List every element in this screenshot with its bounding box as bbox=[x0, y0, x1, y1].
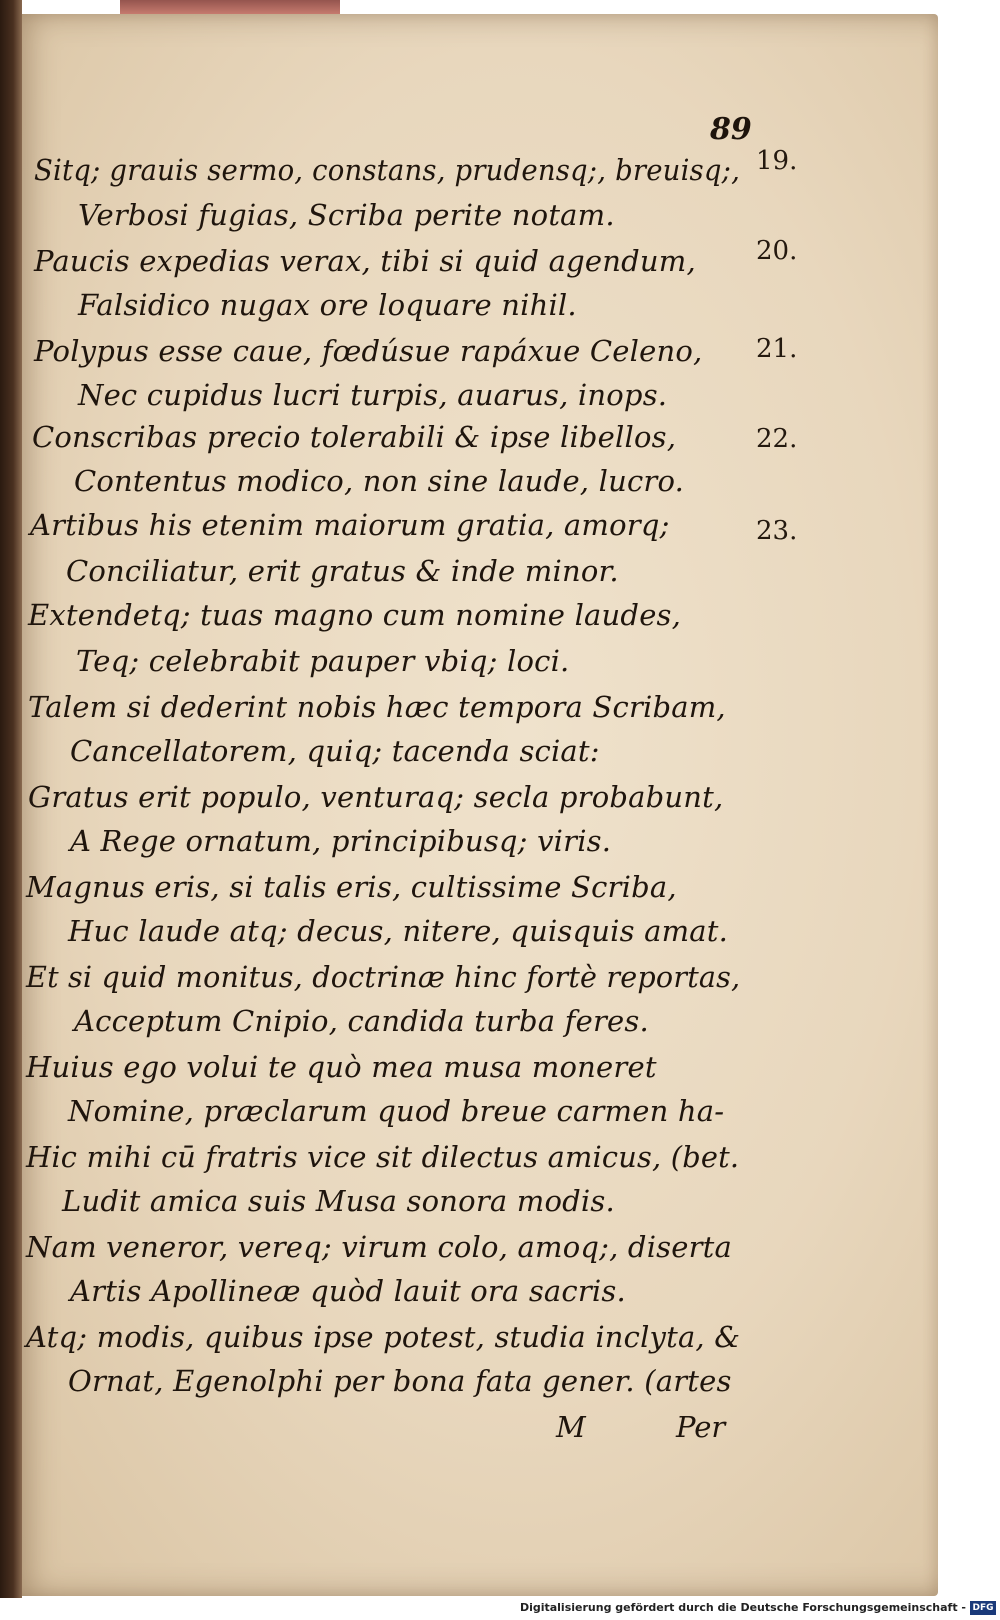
verse-line: Polypus esse caue, fœdúsue rapáxue Celeno, bbox=[34, 334, 703, 368]
verse-line: Conciliatur, erit gratus & inde minor. bbox=[66, 554, 619, 588]
verse-line: Cancellatorem, quiq; tacenda sciat: bbox=[70, 734, 600, 768]
verse-line: Huius ego volui te quò mea musa moneret bbox=[26, 1050, 657, 1084]
verse-line: Atq; modis, quibus ipse potest, studia inclyta, & bbox=[26, 1320, 741, 1354]
verse-line: Acceptum Cnipio, candida turba feres. bbox=[74, 1004, 649, 1038]
folio-number: 89 bbox=[710, 112, 752, 147]
verse-line: A Rege ornatum, principibusq; viris. bbox=[70, 824, 612, 858]
verse-line: Nam veneror, vereq; virum colo, amoq;, diserta bbox=[26, 1230, 733, 1264]
verse-line: Hic mihi cū fratris vice sit dilectus amicus, (bet. bbox=[26, 1140, 740, 1174]
verse-line: Ludit amica suis Musa sonora modis. bbox=[62, 1184, 615, 1218]
stanza-number: 23. bbox=[756, 516, 798, 546]
verse-line: Sitq; grauis sermo, constans, prudensq;, breuisq;, bbox=[34, 153, 741, 187]
verse-line: Paucis expedias verax, tibi si quid agendum, bbox=[34, 244, 696, 278]
catchword: Per bbox=[676, 1410, 726, 1444]
verse-line: Nec cupidus lucri turpis, auarus, inops. bbox=[78, 378, 668, 412]
page-margin-right bbox=[938, 30, 1000, 1598]
verse-line: Magnus eris, si talis eris, cultissime Scriba, bbox=[26, 870, 677, 904]
verse-line: Teq; celebrabit pauper vbiq; loci. bbox=[76, 644, 570, 678]
book-spine bbox=[0, 0, 22, 1598]
verse-line: Huc laude atq; decus, nitere, quisquis amat. bbox=[68, 914, 729, 948]
funding-credit: Digitalisierung gefördert durch die Deutsche Forschungsgemeinschaft - bbox=[519, 1601, 966, 1614]
stanza-number: 21. bbox=[756, 334, 798, 364]
signature-mark: M bbox=[556, 1410, 586, 1444]
footer-bar bbox=[0, 1598, 1000, 1620]
verse-line: Gratus erit populo, venturaq; secla probabunt, bbox=[28, 780, 724, 814]
verse-line: Artis Apollineæ quòd lauit ora sacris. bbox=[70, 1274, 626, 1308]
stanza-number: 19. bbox=[756, 146, 798, 176]
verse-line: Conscribas precio tolerabili & ipse libellos, bbox=[32, 420, 677, 454]
verse-line: Talem si dederint nobis hæc tempora Scribam, bbox=[28, 690, 726, 724]
verse-line: Extendetq; tuas magno cum nomine laudes, bbox=[28, 598, 682, 632]
verse-line: Artibus his etenim maiorum gratia, amorq; bbox=[30, 508, 670, 542]
verse-line: Nomine, præclarum quod breue carmen ha- bbox=[68, 1094, 725, 1128]
verse-line: Falsidico nugax ore loquare nihil. bbox=[78, 288, 577, 322]
stanza-number: 20. bbox=[756, 236, 798, 266]
verse-line: Contentus modico, non sine laude, lucro. bbox=[74, 464, 685, 498]
dfg-logo: DFG bbox=[970, 1601, 996, 1615]
verse-line: Et si quid monitus, doctrinæ hinc fortè reportas, bbox=[26, 960, 741, 994]
stanza-number: 22. bbox=[756, 424, 798, 454]
verse-line: Verbosi fugias, Scriba perite notam. bbox=[78, 198, 615, 232]
verse-line: Ornat, Egenolphi per bona fata gener. (artes bbox=[68, 1364, 732, 1398]
